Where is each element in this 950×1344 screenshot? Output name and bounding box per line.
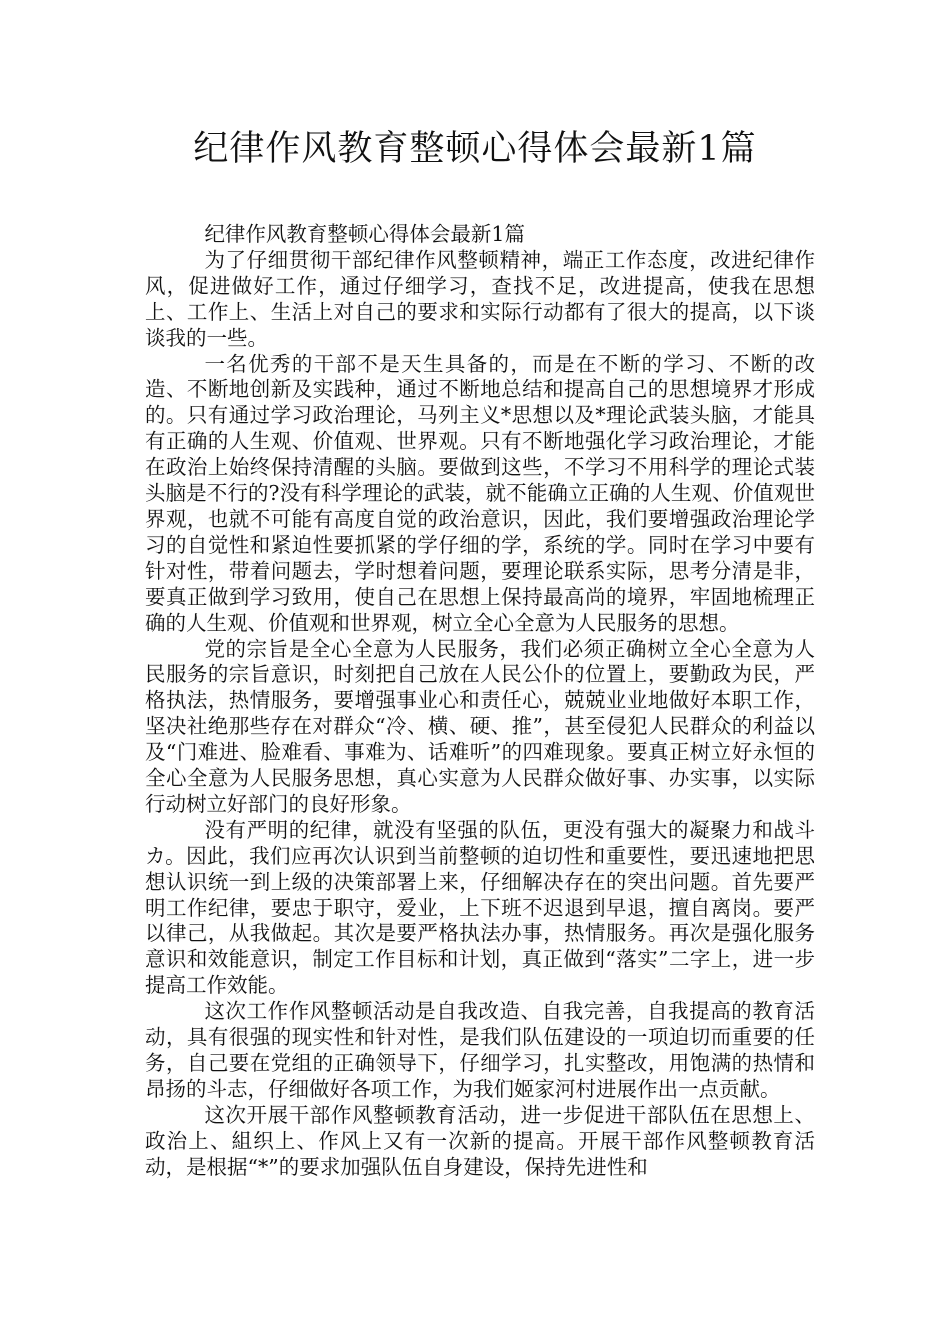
document-title: 纪律作风教育整顿心得体会最新1篇 bbox=[193, 129, 757, 169]
paragraph: 党的宗旨是全心全意为人民服务，我们必须正确树立全心全意为人民服务的宗旨意识，时刻把自己放在人民公仆的位置上，要勤政为民，严格执法，热情服务，要增强事业心和责任心，兢兢业业地做好本职工作，坚决社绝那些存在对群众“冷、横、硬、推”，甚至侵犯人民群众的利益以及“门难进、脸难看、事难为、话难听”的四难现象。要真正树立好永恒的全心全意为人民服务思想，真心实意为人民群众做好事、办实事，以实际行动树立好部门的良好形象。 bbox=[145, 636, 815, 816]
paragraph: 这次开展干部作风整顿教育活动，进一步促进干部队伍在思想上、政治上、組织上、作风上又有一次新的提高。开展干部作风整顿教育活动，是根据“*”的要求加强队伍自身建设，保持先进性和 bbox=[145, 1102, 815, 1179]
paragraph: 这次工作作风整顿活动是自我改造、自我完善，自我提高的教育活动，具有很强的现实性和针对性，是我们队伍建设的一项迫切而重要的任务，自己要在党组的正确领导下，仔细学习，扎实整改，用饱满的热情和昂扬的斗志，仔细做好各项工作，为我们姬家河村进展作出一点贡献。 bbox=[145, 999, 815, 1101]
paragraph: 一名优秀的干部不是天生具备的，而是在不断的学习、不断的改造、不断地创新及实践种，通过不断地总结和提高自己的思想境界才形成的。只有通过学习政治理论，马列主义*思想以及*理论武装头脑，才能具有正确的人生观、价值观、世界观。只有不断地强化学习政治理论，才能在政治上始终保持清醒的头脑。要做到这些，不学习不用科学的理论式装头脑是不行的?没有科学理论的武装，就不能确立正确的人生观、价值观世界观，也就不可能有高度自觉的政治意识，因此，我们要增强政治理论学习的自觉性和紧迫性要抓紧的学仔细的学，系统的学。同时在学习中要有针对性，带着问题去，学时想着问题，要理论联系实际，思考分清是非，要真正做到学习致用，使自己在思想上保持最高尚的境界，牢固地梳理正确的人生观、价值观和世界观，树立全心全意为人民服务的思想。 bbox=[145, 351, 815, 635]
paragraph: 没有严明的纪律，就没有坚强的队伍，更没有强大的凝聚力和战斗カ。因此，我们应再次认识到当前整顿的迫切性和重要性，要迅速地把思想认识统一到上级的决策部署上来，仔细解决存在的突出问题。首先要严明工作纪律，要忠于职守，爱业，上下班不迟退到早退，擅自离岗。要严以律己，从我做起。其次是要严格执法办事，热情服务。再次是强化服务意识和效能意识，制定工作目标和计划，真正做到“落实”二字上，进一步提高工作效能。 bbox=[145, 817, 815, 998]
paragraph: 为了仔细贯彻干部纪律作风整顿精神，端正工作态度，改进纪律作风，促进做好工作，通过仔细学习，查找不足，改进提高，使我在思想上、工作上、生活上对自己的要求和实际行动都有了很大的提高，以下谈谈我的一些。 bbox=[145, 247, 815, 350]
document-body bbox=[145, 222, 815, 1181]
paragraph-subtitle: 纪律作风教育整顿心得体会最新1篇 bbox=[204, 222, 525, 246]
